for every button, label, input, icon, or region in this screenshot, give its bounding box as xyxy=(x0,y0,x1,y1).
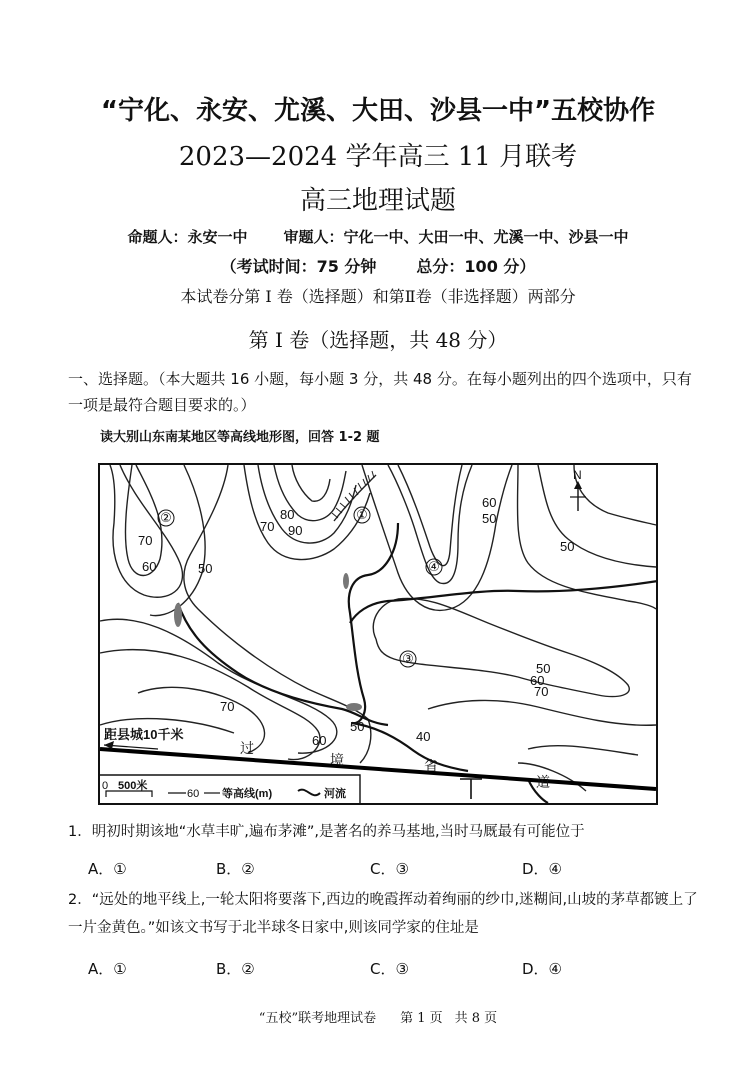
footer-page: 第 1 页 xyxy=(400,1011,443,1026)
north-label: N xyxy=(573,468,582,482)
section-instructions: 一、选择题。（本大题共 16 小题，每小题 3 分，共 48 分。在每小题列出的四个选项中，只有一项是最符合题目要求的。） xyxy=(68,370,692,414)
question-2-options xyxy=(88,958,708,980)
region-label: ③ xyxy=(402,651,414,666)
question-1-stem: 1．明初时期该地“水草丰旷,遍布茅滩”,是著名的养马基地,当时马厩最有可能位于 xyxy=(68,824,585,840)
contour-map xyxy=(98,463,658,805)
contour-label: 80 xyxy=(280,507,295,522)
exam-time-score xyxy=(0,254,756,277)
page-footer xyxy=(0,1007,756,1026)
contour-label: 50 xyxy=(482,511,497,526)
option-b[interactable]: B．② xyxy=(216,860,255,878)
road-char: 境 xyxy=(330,752,344,768)
river-legend-label: 河流 xyxy=(324,788,346,800)
road-char: 道 xyxy=(536,774,550,790)
contour-label: 40 xyxy=(416,729,431,744)
contour-label: 60 xyxy=(530,673,545,688)
region-label: ① xyxy=(356,507,368,522)
contour-sample: 60 xyxy=(187,788,200,800)
distance-label: 距县城10千米 xyxy=(104,727,184,742)
contour-label: 90 xyxy=(288,523,303,538)
footer-title: “五校”联考地理试卷 xyxy=(258,1011,377,1026)
contour-label: 50 xyxy=(536,661,551,676)
option-d[interactable]: D．④ xyxy=(522,960,562,978)
pond xyxy=(174,603,182,627)
pond xyxy=(343,573,349,589)
exam-structure: 本试卷分第 I 卷（选择题）和第Ⅱ卷（非选择题）两部分 xyxy=(180,287,576,306)
exam-authors xyxy=(0,226,756,247)
map-caption: 读大别山东南某地区等高线地形图，回答 1-2 题 xyxy=(100,430,380,445)
contour-label: 70 xyxy=(260,519,275,534)
option-b[interactable]: B．② xyxy=(216,960,255,978)
contour-label: 70 xyxy=(534,684,549,699)
contour-label: 60 xyxy=(142,559,157,574)
region-label: ② xyxy=(160,510,172,525)
volume-heading: 第 I 卷（选择题，共 48 分） xyxy=(248,328,508,352)
contour-label: 70 xyxy=(220,699,235,714)
exam-title-line1: “宁化、永安、尤溪、大田、沙县一中”五校协作 xyxy=(100,96,656,126)
scale-label: 500米 xyxy=(118,780,148,792)
contour-legend-label: 等高线(m) xyxy=(222,788,273,800)
setter: 命题人：永安一中 xyxy=(127,228,248,246)
exam-subject-title: 高三地理试题 xyxy=(299,186,456,216)
option-c[interactable]: C．③ xyxy=(370,860,409,878)
exam-title-line2: 2023—2024 学年高三 11 月联考 xyxy=(178,142,578,172)
region-label: ④ xyxy=(428,559,440,574)
option-c[interactable]: C．③ xyxy=(370,960,409,978)
contour-label: 70 xyxy=(138,533,153,548)
reviewer: 审题人：宁化一中、大田一中、尤溪一中、沙县一中 xyxy=(283,228,629,246)
scale-zero: 0 xyxy=(102,780,109,792)
question-1-options xyxy=(88,858,708,880)
road-char: 过 xyxy=(240,740,254,756)
contour-label: 50 xyxy=(350,719,365,734)
contour-label: 60 xyxy=(482,495,497,510)
contour-label: 50 xyxy=(560,539,575,554)
option-a[interactable]: A．① xyxy=(88,860,127,878)
exam-score: 总分：100 分） xyxy=(416,257,536,276)
footer-total: 共 8 页 xyxy=(454,1011,498,1026)
exam-time: （考试时间：75 分钟 xyxy=(220,257,377,276)
option-a[interactable]: A．① xyxy=(88,960,127,978)
option-d[interactable]: D．④ xyxy=(522,860,562,878)
contour-label: 60 xyxy=(312,733,327,748)
road-char: 省 xyxy=(424,758,438,774)
question-2-stem: 2．“远处的地平线上,一轮太阳将要落下,西边的晚霞挥动着绚丽的纱巾,迷糊间,山坡的茅草都镀上了一片金黄色。”如该文书写于北半球冬日家中,则该同学家的住址是 xyxy=(68,892,698,936)
pond xyxy=(346,703,362,711)
contour-label: 50 xyxy=(198,561,213,576)
